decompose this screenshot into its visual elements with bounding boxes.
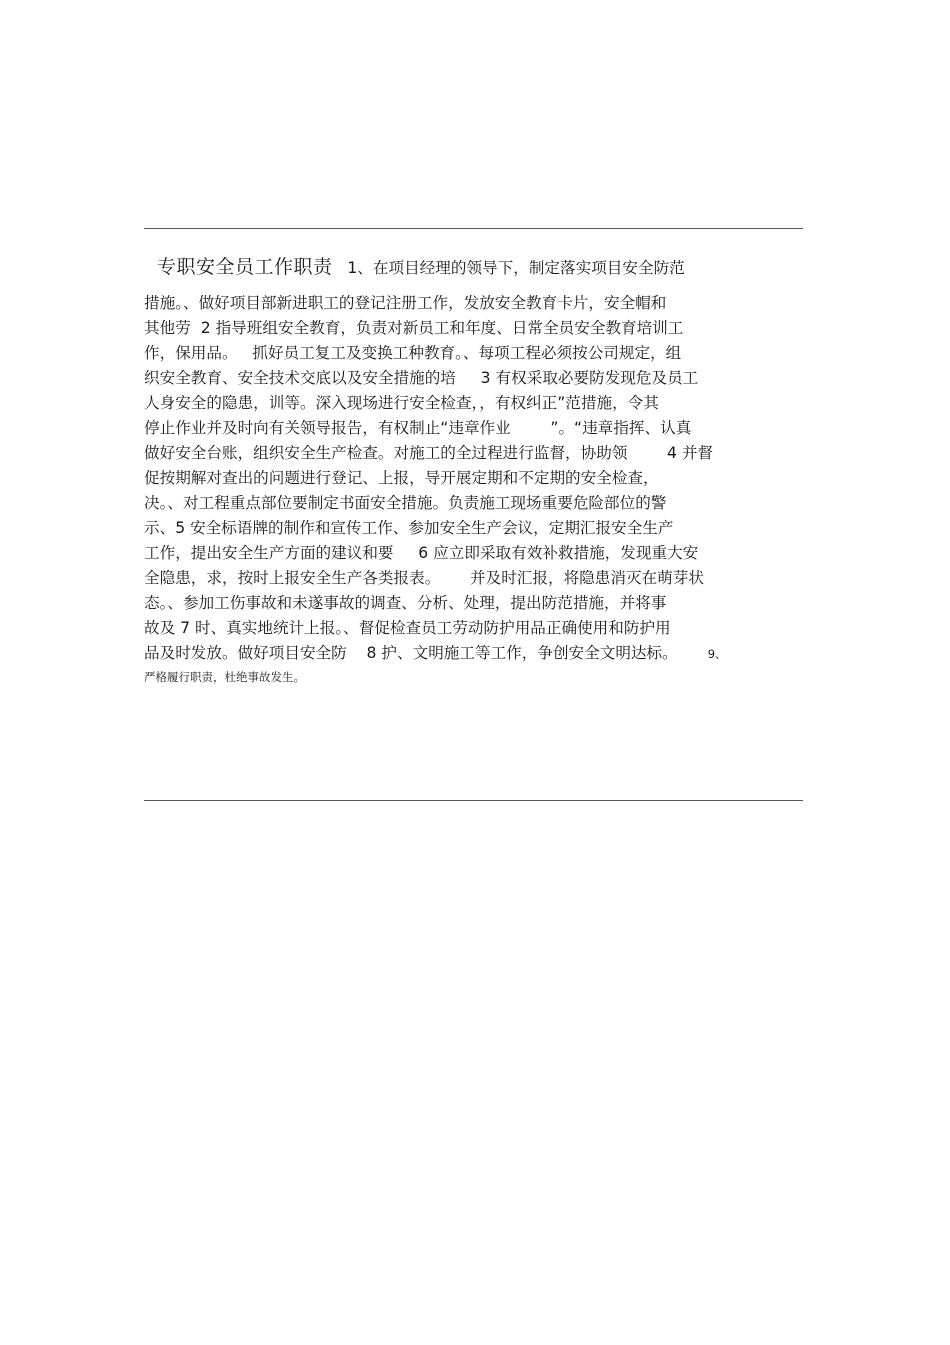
- paragraph-line-10: 决。、对工程重点部位要制定书面安全措施。负责施工现场重要危险部位的警: [144, 494, 667, 512]
- paragraph-line-13: 全隐患，求，按时上报安全生产各类报表。 并及时汇报，将隐患消灭在萌芽状: [144, 569, 704, 587]
- paragraph-line-5: 织安全教育、安全技术交底以及安全措施的培 3 有权采取必要防发现危及员工: [144, 369, 699, 387]
- item-9-marker: 9、: [707, 647, 727, 661]
- paragraph-line-11: 示、5 安全标语牌的制作和宣传工作、参加安全生产会议，定期汇报安全生产: [144, 519, 674, 537]
- document-title: 专职安全员工作职责: [157, 256, 333, 278]
- paragraph-line-6: 人身安全的隐患，训等。深入现场进行安全检查，，有权纠正”范措施，令其: [144, 394, 659, 412]
- final-line: 严格履行职责，杜绝事故发生。: [144, 670, 305, 684]
- bottom-rule: [144, 800, 803, 801]
- paragraph-line-2: 措施。、做好项目部新进职工的登记注册工作，发放安全教育卡片，安全帽和: [144, 294, 667, 312]
- paragraph-line-16: [144, 643, 727, 664]
- paragraph-line-16-text: 品及时发放。做好项目安全防 8 护、文明施工等工作，争创安全文明达标。: [144, 644, 678, 662]
- paragraph-line-15: 故及 7 时、真实地统计上报。、督促检查员工劳动防护用品正确使用和防护用: [144, 619, 671, 637]
- paragraph-line-9: 促按期解对查出的问题进行登记、上报，导开展定期和不定期的安全检查，: [144, 469, 659, 487]
- paragraph-line-14: 态。、参加工伤事故和未遂事故的调查、分析、处理，提出防范措施，并将事: [144, 594, 667, 612]
- paragraph-line-7: 停止作业并及时向有关领导报告，有权制止“违章作业 ”。“违章指挥、认真: [144, 419, 692, 437]
- paragraph-line-12: 工作，提出安全生产方面的建议和要 6 应立即采取有效补救措施，发现重大安: [144, 544, 699, 562]
- paragraph-line-3: 其他劳 2 指导班组安全教育，负责对新员工和年度、日常全员安全教育培训工: [144, 319, 684, 337]
- paragraph-line-1: 1、在项目经理的领导下，制定落实项目安全防范: [332, 259, 685, 277]
- first-line: [157, 257, 685, 278]
- paragraph-line-4: 作，保用品。 抓好员工复工及变换工种教育。、每项工程必须按公司规定，组: [144, 344, 682, 362]
- paragraph-line-8: 做好安全台账，组织安全生产检查。对施工的全过程进行监督，协助领 4 并督: [144, 444, 714, 462]
